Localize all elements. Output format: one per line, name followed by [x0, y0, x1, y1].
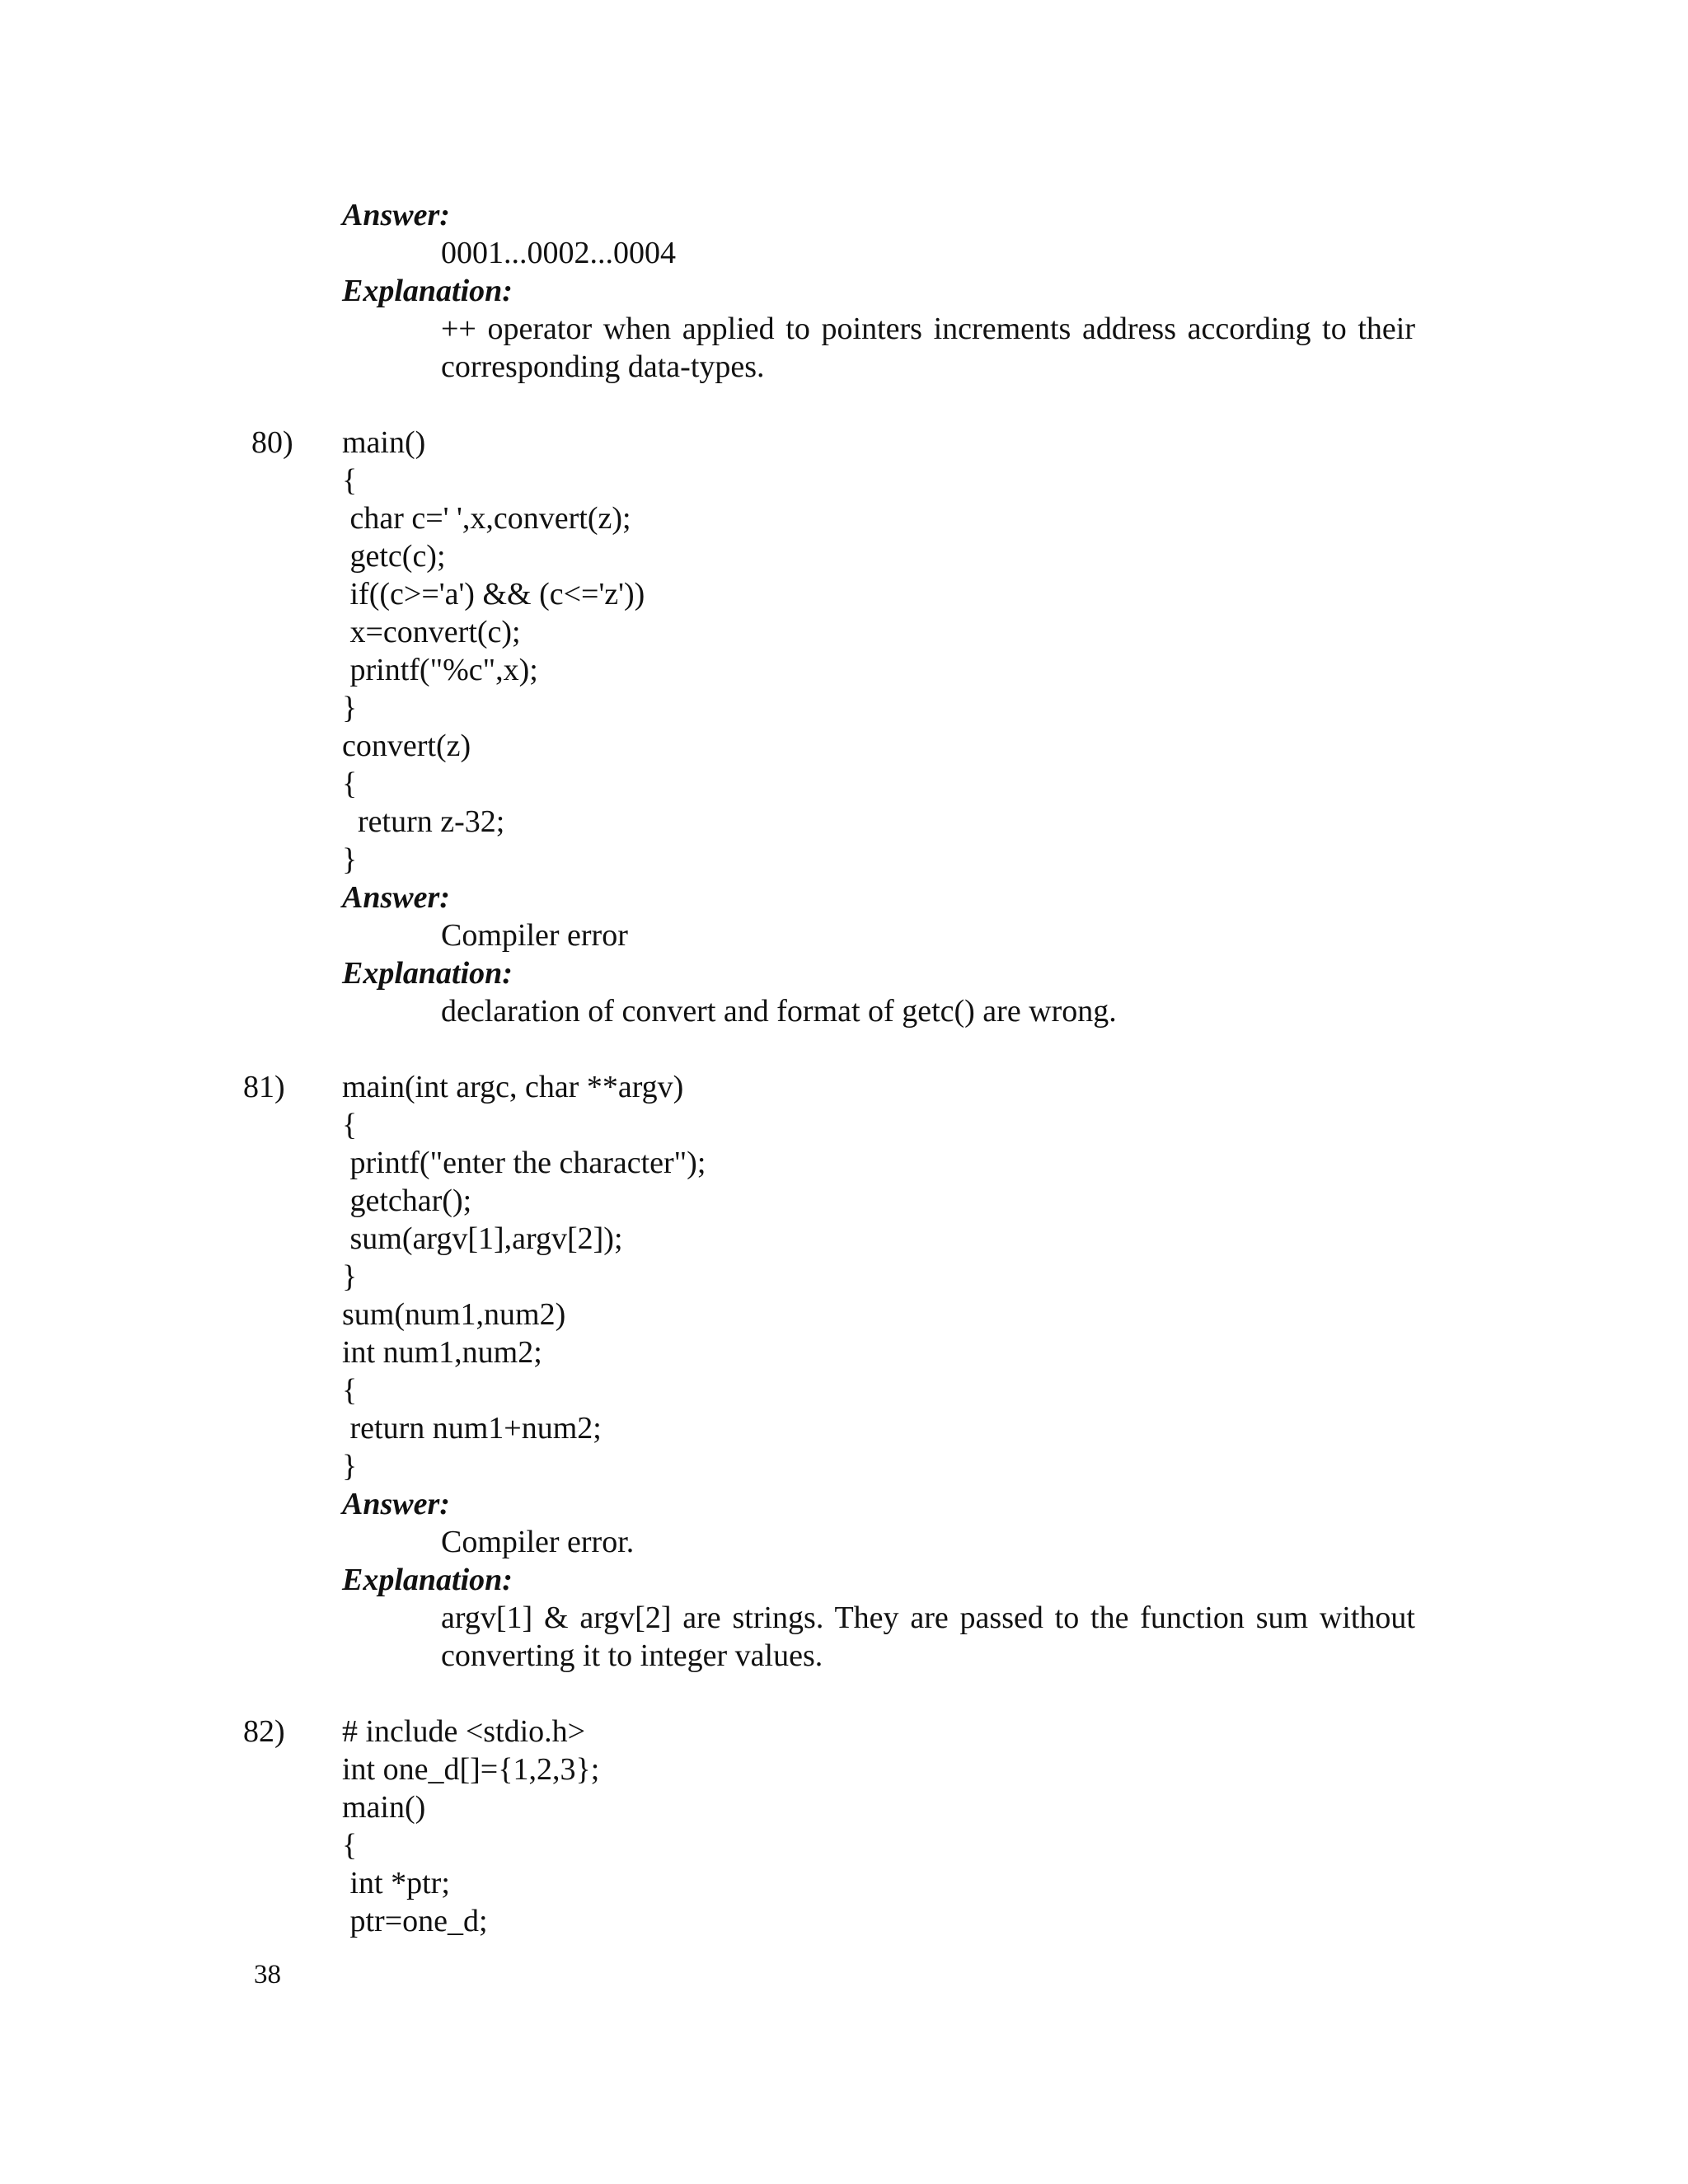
question-number: 81): [243, 1070, 285, 1104]
answer-label: Answer:: [342, 880, 450, 915]
code-line: int *ptr;: [342, 1866, 450, 1900]
code-line: sum(argv[1],argv[2]);: [342, 1221, 623, 1256]
code-line: {: [342, 1828, 358, 1863]
question-number: 82): [243, 1714, 285, 1749]
code-line: }: [342, 1259, 358, 1294]
code-line: getchar();: [342, 1183, 472, 1218]
code-line: {: [342, 766, 358, 801]
code-line: ptr=one_d;: [342, 1904, 488, 1938]
code-line: # include <stdio.h>: [342, 1714, 586, 1749]
code-line: getc(c);: [342, 539, 446, 574]
code-line: return z-32;: [342, 804, 505, 839]
code-line: x=convert(c);: [342, 615, 521, 649]
code-line: main(): [342, 425, 426, 460]
question-number: 80): [251, 425, 293, 460]
code-line: }: [342, 691, 358, 725]
explanation-line: argv[1] & argv[2] are strings. They are passed to the function sum without: [441, 1601, 1415, 1635]
code-line: int one_d[]={1,2,3};: [342, 1752, 600, 1787]
code-line: convert(z): [342, 729, 471, 763]
answer-text: Compiler error.: [441, 1525, 635, 1559]
page-number: 38: [254, 1960, 281, 1990]
code-line: return num1+num2;: [342, 1411, 602, 1446]
code-line: sum(num1,num2): [342, 1297, 566, 1332]
explanation-label: Explanation:: [342, 956, 513, 991]
explanation-line: converting it to integer values.: [441, 1638, 823, 1673]
explanation-line: declaration of convert and format of getc() are wrong.: [441, 994, 1117, 1029]
answer-label: Answer:: [342, 1487, 450, 1521]
code-line: {: [342, 463, 358, 498]
code-line: if((c>='a') && (c<='z')): [342, 577, 645, 612]
code-line: }: [342, 842, 358, 877]
code-line: main(int argc, char **argv): [342, 1070, 684, 1104]
answer-text: 0001...0002...0004: [441, 236, 676, 270]
explanation-line: corresponding data-types.: [441, 349, 765, 384]
code-line: printf("enter the character");: [342, 1146, 706, 1180]
explanation-label: Explanation:: [342, 1563, 513, 1597]
code-line: int num1,num2;: [342, 1335, 542, 1370]
code-line: {: [342, 1373, 358, 1408]
code-line: char c=' ',x,convert(z);: [342, 501, 631, 536]
code-line: printf("%c",x);: [342, 653, 538, 687]
code-line: main(): [342, 1790, 426, 1825]
code-line: }: [342, 1449, 358, 1483]
answer-label: Answer:: [342, 198, 450, 232]
explanation-label: Explanation:: [342, 274, 513, 308]
explanation-line: ++ operator when applied to pointers increments address according to their: [441, 312, 1415, 346]
answer-text: Compiler error: [441, 918, 628, 953]
code-line: {: [342, 1108, 358, 1142]
